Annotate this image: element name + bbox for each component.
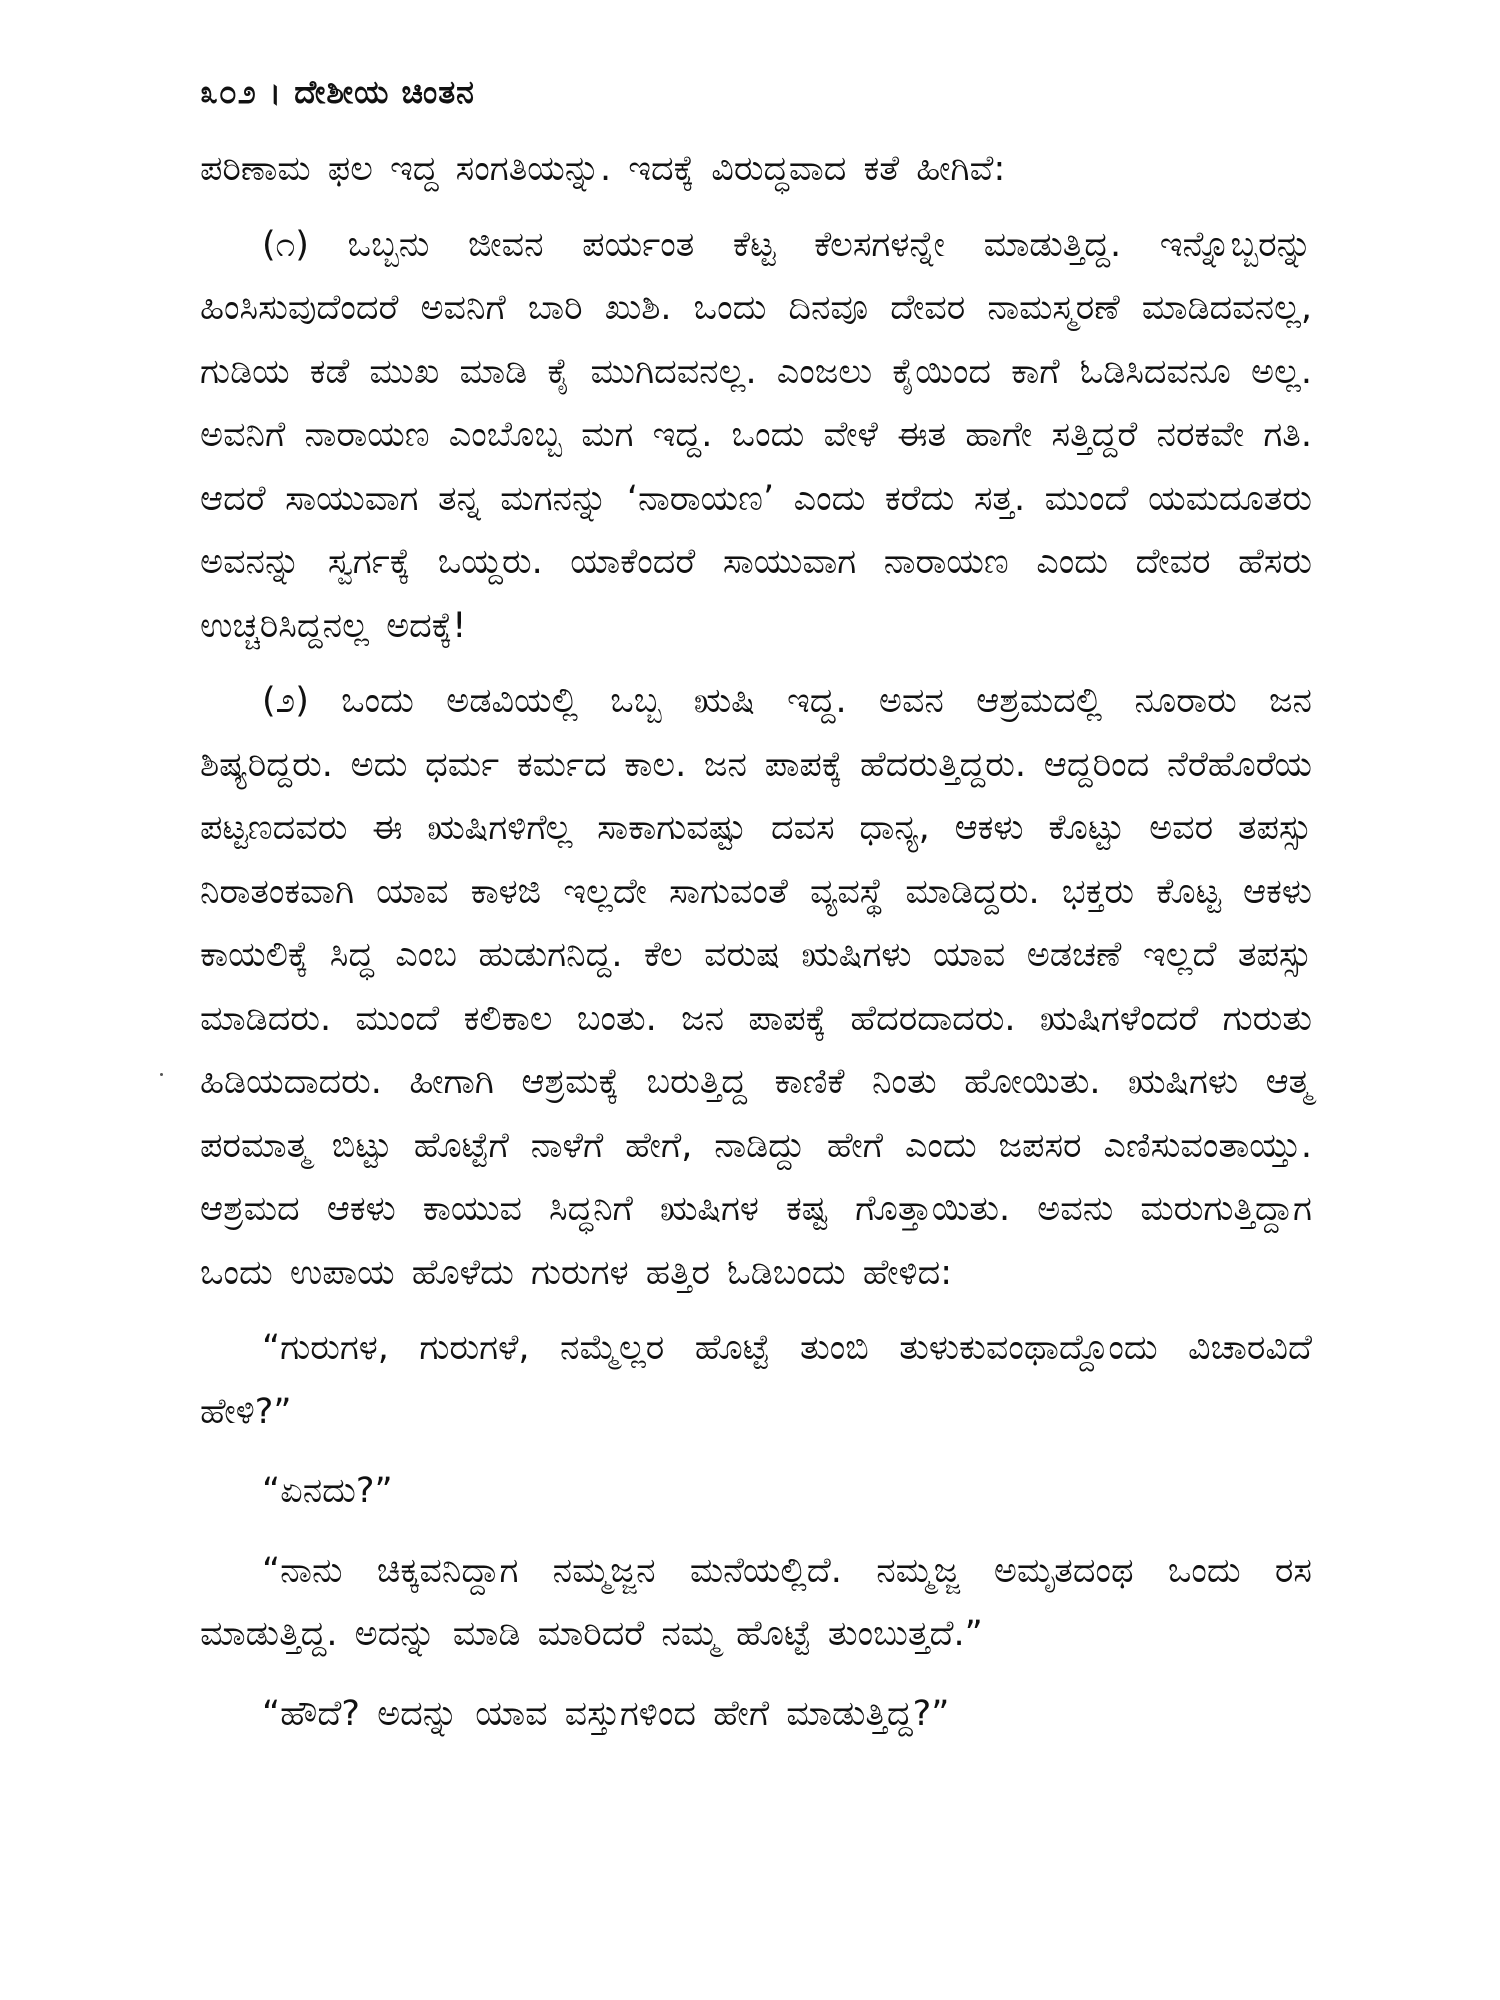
running-head: ೩೦೨ । ದೇಶೀಯ ಚಿಂತನ: [200, 73, 475, 111]
paragraph-story-2: (೨) ಒಂದು ಅಡವಿಯಲ್ಲಿ ಒಬ್ಬ ಋಷಿ ಇದ್ದ. ಅವನ ಆಶ್ರಮದಲ್ಲಿ ನೂರಾರು ಜನ ಶಿಷ್ಯರಿದ್ದರು. ಅದು ಧರ್ಮ ಕರ್ಮದ ಕಾಲ. ಜನ ಪಾಪಕ್ಕೆ ಹೆದರುತ್ತಿದ್ದರು. ಆದ್ದರಿಂದ ನೆರೆಹೊರೆಯ ಪಟ್ಟಣದವರು ಈ ಋಷಿಗಳಿಗೆಲ್ಲ ಸಾಕಾಗುವಷ್ಟು ದವಸ ಧಾನ್ಯ, ಆಕಳು ಕೊಟ್ಟು ಅವರ ತಪಸ್ಸು ನಿರಾತಂಕವಾಗಿ ಯಾವ ಕಾಳಜಿ ಇಲ್ಲದೇ ಸಾಗುವಂತೆ ವ್ಯವಸ್ಥೆ ಮಾಡಿದ್ದರು. ಭಕ್ತರು ಕೊಟ್ಟ ಆಕಳು ಕಾಯಲಿಕ್ಕೆ ಸಿದ್ಧ ಎಂಬ ಹುಡುಗನಿದ್ದ. ಕೆಲ ವರುಷ ಋಷಿಗಳು ಯಾವ ಅಡಚಣೆ ಇಲ್ಲದೆ ತಪಸ್ಸು ಮಾಡಿದರು. ಮುಂದೆ ಕಲಿಕಾಲ ಬಂತು. ಜನ ಪಾಪಕ್ಕೆ ಹೆದರದಾದರು. ಋಷಿಗಳೆಂದರೆ ಗುರುತು ಹಿಡಿಯದಾದರು. ಹೀಗಾಗಿ ಆಶ್ರಮಕ್ಕೆ ಬರುತ್ತಿದ್ದ ಕಾಣಿಕೆ ನಿಂತು ಹೋಯಿತು. ಋಷಿಗಳು ಆತ್ಮ ಪರಮಾತ್ಮ ಬಿಟ್ಟು ಹೊಟ್ಟೆಗೆ ನಾಳೆಗೆ ಹೇಗೆ, ನಾಡಿದ್ದು ಹೇಗೆ ಎಂದು ಜಪಸರ ಎಣಿಸುವಂತಾಯ್ತು. ಆಶ್ರಮದ ಆಕಳು ಕಾಯುವ ಸಿದ್ಧನಿಗೆ ಋಷಿಗಳ ಕಷ್ಟ ಗೊತ್ತಾಯಿತು. ಅವನು ಮರುಗುತ್ತಿದ್ದಾಗ ಒಂದು ಉಪಾಯ ಹೊಳೆದು ಗುರುಗಳ ಹತ್ತಿರ ಓಡಿಬಂದು ಹೇಳಿದ:: [200, 681, 1312, 1293]
dialogue-line-1: “ಗುರುಗಳ, ಗುರುಗಳೆ, ನಮ್ಮೆಲ್ಲರ ಹೊಟ್ಟೆ ತುಂಬಿ ತುಳುಕುವಂಥಾದ್ದೊಂದು ವಿಚಾರವಿದೆ ಹೇಳಿ?”: [200, 1328, 1312, 1432]
scan-speck: [160, 1073, 163, 1076]
dialogue-line-2: “ಏನದು?”: [262, 1471, 393, 1511]
dialogue-line-3: “ನಾನು ಚಿಕ್ಕವನಿದ್ದಾಗ ನಮ್ಮಜ್ಜನ ಮನೆಯಲ್ಲಿದೆ. ನಮ್ಮಜ್ಜ ಅಮೃತದಂಥ ಒಂದು ರಸ ಮಾಡುತ್ತಿದ್ದ. ಅದನ್ನು ಮಾಡಿ ಮಾರಿದರೆ ನಮ್ಮ ಹೊಟ್ಟೆ ತುಂಬುತ್ತದೆ.”: [200, 1550, 1312, 1654]
paragraph-intro: ಪರಿಣಾಮ ಫಲ ಇದ್ದ ಸಂಗತಿಯನ್ನು. ಇದಕ್ಕೆ ವಿರುದ್ಧವಾದ ಕತೆ ಹೀಗಿವೆ:: [200, 149, 1006, 189]
paragraph-story-1: (೧) ಒಬ್ಬನು ಜೀವನ ಪರ್ಯಂತ ಕೆಟ್ಟ ಕೆಲಸಗಳನ್ನೇ ಮಾಡುತ್ತಿದ್ದ. ಇನ್ನೊಬ್ಬರನ್ನು ಹಿಂಸಿಸುವುದೆಂದರೆ ಅವನಿಗೆ ಬಾರಿ ಖುಶಿ. ಒಂದು ದಿನವೂ ದೇವರ ನಾಮಸ್ಮರಣೆ ಮಾಡಿದವನಲ್ಲ, ಗುಡಿಯ ಕಡೆ ಮುಖ ಮಾಡಿ ಕೈ ಮುಗಿದವನಲ್ಲ. ಎಂಜಲು ಕೈಯಿಂದ ಕಾಗೆ ಓಡಿಸಿದವನೂ ಅಲ್ಲ. ಅವನಿಗೆ ನಾರಾಯಣ ಎಂಬೊಬ್ಬ ಮಗ ಇದ್ದ. ಒಂದು ವೇಳೆ ಈತ ಹಾಗೇ ಸತ್ತಿದ್ದರೆ ನರಕವೇ ಗತಿ. ಆದರೆ ಸಾಯುವಾಗ ತನ್ನ ಮಗನನ್ನು ‘ನಾರಾಯಣ’ ಎಂದು ಕರೆದು ಸತ್ತ. ಮುಂದೆ ಯಮದೂತರು ಅವನನ್ನು ಸ್ವರ್ಗಕ್ಕೆ ಒಯ್ದರು. ಯಾಕೆಂದರೆ ಸಾಯುವಾಗ ನಾರಾಯಣ ಎಂದು ದೇವರ ಹೆಸರು ಉಚ್ಚರಿಸಿದ್ದನಲ್ಲ ಅದಕ್ಕೆ!: [200, 224, 1312, 646]
dialogue-line-4: “ಹೌದೆ? ಅದನ್ನು ಯಾವ ವಸ್ತುಗಳಿಂದ ಹೇಗೆ ಮಾಡುತ್ತಿದ್ದ?”: [262, 1693, 950, 1734]
